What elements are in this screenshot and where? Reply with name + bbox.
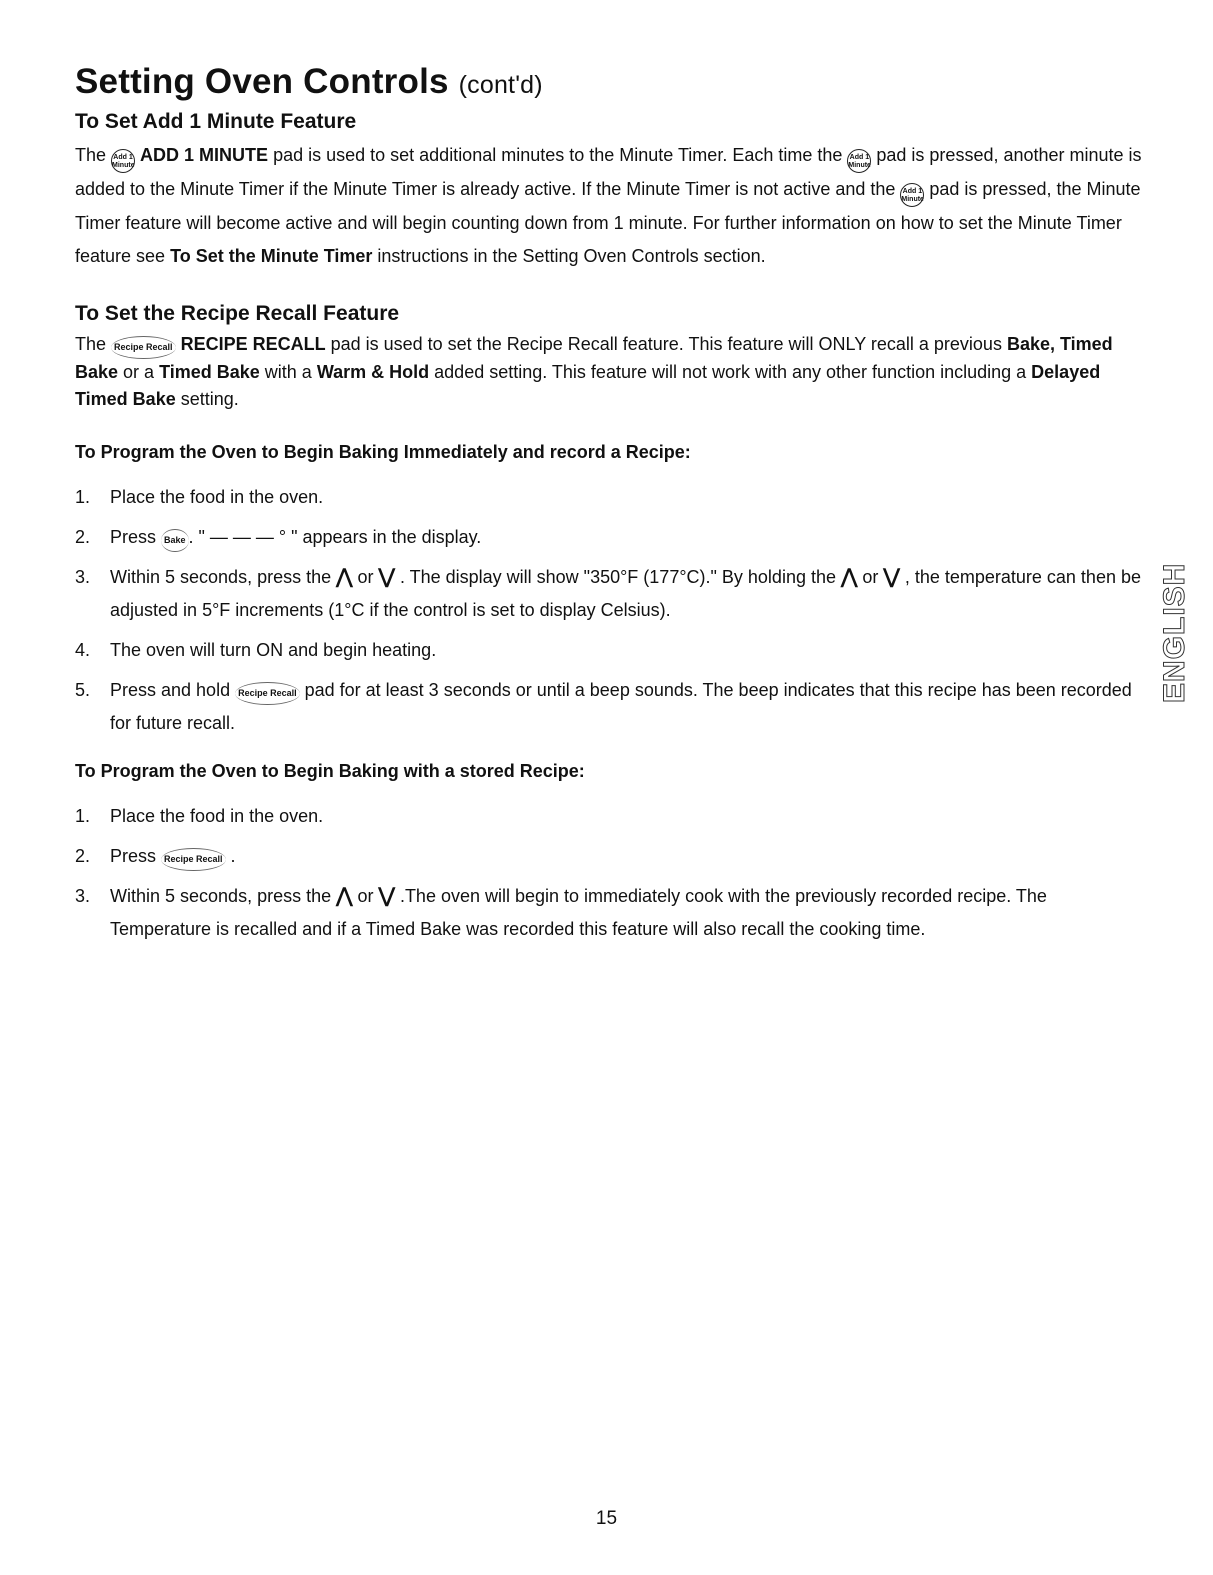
step-number: 5. <box>75 680 91 700</box>
down-arrow-icon: ⋁ <box>378 885 395 907</box>
step-number: 2. <box>75 846 91 866</box>
add-1-minute-pad-icon: Add 1 Minute <box>847 149 871 173</box>
step-number: 1. <box>75 487 91 507</box>
step-text: or <box>352 567 379 587</box>
step-text: . " — — — ° " appears in the display. <box>188 527 482 547</box>
recipe-recall-paragraph <box>75 331 1150 413</box>
bold-text: Bake, Timed Bake <box>75 334 1113 382</box>
program-immediate-steps <box>75 481 1150 740</box>
add-1-minute-pad-icon: Add 1 Minute <box>900 183 924 207</box>
step-number: 3. <box>75 567 91 587</box>
step-text: Within 5 seconds, press the <box>110 567 337 587</box>
step-text: Press and hold <box>110 680 236 700</box>
step-text: The oven will turn ON and begin heating. <box>110 640 437 660</box>
step-text: Within 5 seconds, press the <box>110 886 337 906</box>
recipe-recall-pad-icon: Recipe Recall <box>111 336 176 359</box>
list-item <box>75 634 1150 667</box>
program-immediate-heading: To Program the Oven to Begin Baking Immediately and record a Recipe: <box>75 442 691 462</box>
up-arrow-icon: ⋀ <box>336 885 353 907</box>
bold-text: Delayed Timed Bake <box>75 362 1101 409</box>
recipe-recall-pad-icon: Recipe Recall <box>161 848 226 871</box>
bake-pad-icon: Bake <box>161 529 189 552</box>
list-item <box>75 880 1150 946</box>
up-arrow-icon: ⋀ <box>336 566 353 588</box>
list-item <box>75 800 1150 833</box>
step-text: . The display will show "350°F (177°C)." By holding the <box>394 567 841 587</box>
text-span: pad is pressed, the Minute Timer feature will become active and will begin counting down from 1 minute. For further information on how to set the Minute Timer feature see <box>75 179 1141 266</box>
bold-text: Timed Bake <box>159 362 260 382</box>
page-title-suffix: (cont'd) <box>458 71 543 99</box>
step-text: . <box>225 846 236 866</box>
list-item <box>75 481 1150 514</box>
step-text: Place the food in the oven. <box>110 487 324 507</box>
text-span: or a <box>118 362 160 382</box>
list-item <box>75 674 1150 740</box>
text-span: added setting. This feature will not work with any other function including a <box>429 362 1032 382</box>
manual-page <box>75 60 1150 953</box>
step-text: Place the food in the oven. <box>110 806 324 826</box>
page-title <box>75 60 1150 107</box>
page-title-text: Setting Oven Controls <box>75 62 449 101</box>
add-1-minute-paragraph <box>75 139 1150 273</box>
step-text: or <box>352 886 379 906</box>
step-text: pad for at least 3 seconds or until a beep sounds. The beep indicates that this recipe has been recorded for future recall. <box>110 680 1132 733</box>
step-number: 1. <box>75 806 91 826</box>
step-text: Press <box>110 846 162 866</box>
list-item <box>75 840 1150 873</box>
program-stored-heading: To Program the Oven to Begin Baking with a stored Recipe: <box>75 761 585 781</box>
text-span: instructions in the Setting Oven Controls section. <box>372 246 766 266</box>
text-span: pad is used to set the Recipe Recall feature. This feature will ONLY recall a previous <box>325 334 1007 354</box>
list-item <box>75 561 1150 627</box>
page-number: 15 <box>595 1508 618 1529</box>
text-span: with a <box>259 362 317 382</box>
step-number: 4. <box>75 640 91 660</box>
language-side-tab: ENGLISH <box>1158 562 1191 703</box>
program-stored-steps <box>75 800 1150 946</box>
down-arrow-icon: ⋁ <box>883 566 900 588</box>
step-text: or <box>857 567 884 587</box>
section-heading-recipe-recall: To Set the Recipe Recall Feature <box>75 302 400 325</box>
bold-text: RECIPE RECALL <box>180 334 326 354</box>
bold-text: Warm & Hold <box>316 362 430 382</box>
bold-text: To Set the Minute Timer <box>170 246 373 266</box>
step-text: Press <box>110 527 162 547</box>
step-number: 2. <box>75 527 91 547</box>
section-heading-add-1-minute: To Set Add 1 Minute Feature <box>75 110 357 133</box>
text-span: setting. <box>175 389 239 409</box>
text-span: The <box>75 145 112 165</box>
step-text: .The oven will begin to immediately cook with the previously recorded recipe. The Temperature is recalled and if a Timed Bake was recorded this feature will also recall the cooking time. <box>110 886 1047 939</box>
bold-text: ADD 1 MINUTE <box>140 145 269 165</box>
add-1-minute-pad-icon: Add 1 Minute <box>111 149 135 173</box>
text-span: pad is used to set additional minutes to the Minute Timer. Each time the <box>268 145 848 165</box>
list-item <box>75 521 1150 554</box>
text-span: pad is pressed, another minute is added to the Minute Timer if the Minute Timer is already active. If the Minute Timer is not active and the <box>75 145 1142 199</box>
up-arrow-icon: ⋀ <box>841 566 858 588</box>
recipe-recall-pad-icon: Recipe Recall <box>235 682 300 705</box>
down-arrow-icon: ⋁ <box>378 566 395 588</box>
step-text: , the temperature can then be adjusted in 5°F increments (1°C if the control is set to display Celsius). <box>110 567 1141 620</box>
step-number: 3. <box>75 886 91 906</box>
text-span: The <box>75 334 112 354</box>
